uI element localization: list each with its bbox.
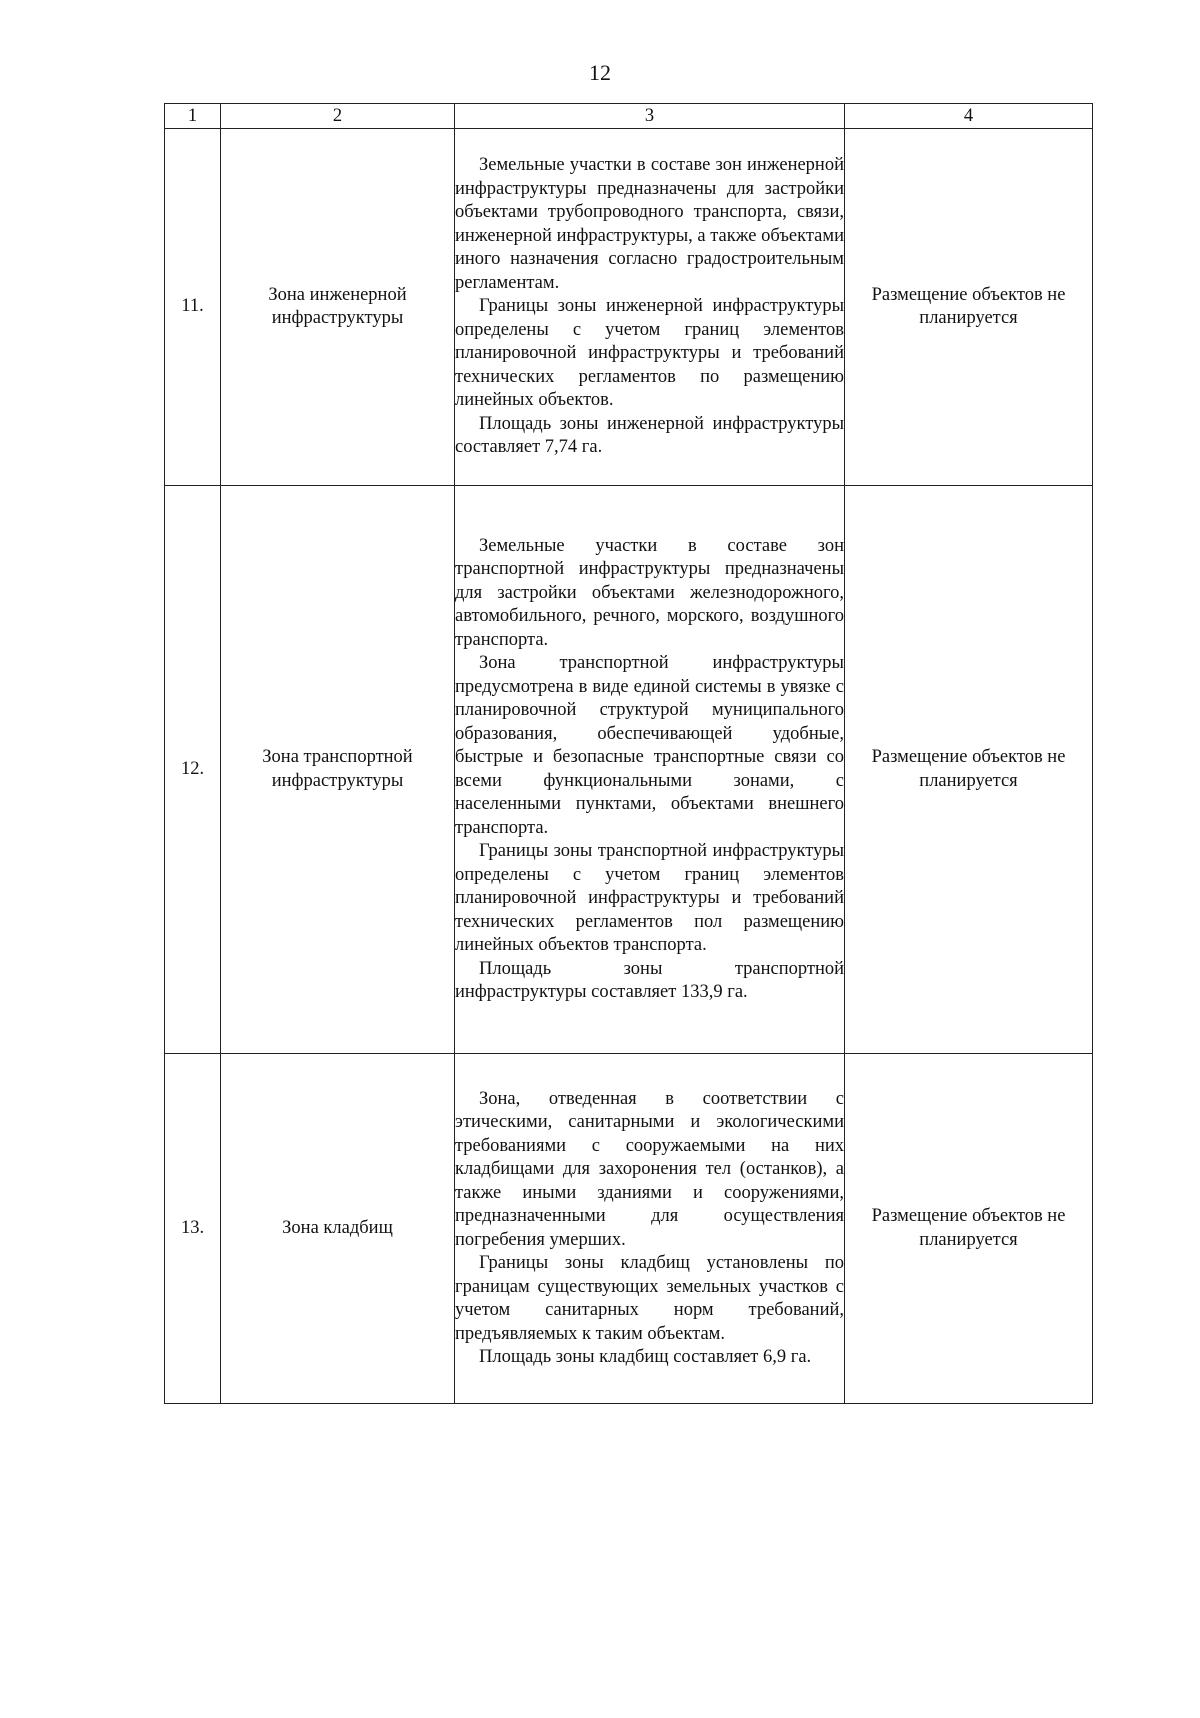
column-header-4: 4: [845, 104, 1093, 129]
table-row: [165, 486, 1093, 1054]
planned-objects: Размещение объектов не планируется: [845, 1054, 1093, 1404]
column-header-2: 2: [221, 104, 455, 129]
zone-name: Зона инженерной инфраструктуры: [221, 129, 455, 486]
row-number: 13.: [165, 1054, 221, 1404]
description-paragraph: Границы зоны транспортной инфраструктуры определены с учетом границ элементов планировочной инфраструктуры и требований технических регламентов пол размещению линейных объектов транспорта.: [455, 841, 844, 955]
description-paragraph: Границы зоны кладбищ установлены по границам существующих земельных участков с учетом санитарных норм требований, предъявляемых к таким объектам.: [455, 1253, 844, 1344]
description-paragraph: Площадь зоны транспортной инфраструктуры составляет 133,9 га.: [455, 958, 844, 1002]
description-paragraph: Земельные участки в составе зон инженерной инфраструктуры предназначены для застройки объектами трубопроводного транспорта, связи, инженерной инфраструктуры, а также объектами иного назначения согласно градостроительным регламентам.: [455, 155, 844, 293]
page-number: 12: [589, 60, 611, 85]
description-paragraph: Зона транспортной инфраструктуры предусмотрена в виде единой системы в увязке с планировочной структурой муниципального образования, обеспечивающей удобные, быстрые и безопасные транспортные связи со всеми функциональными зонами, с населенными пунктами, объектами внешнего транспорта.: [455, 653, 844, 838]
table-header-row: [165, 104, 1093, 129]
table-row: [165, 1054, 1093, 1404]
row-number: 11.: [165, 129, 221, 486]
zone-name: Зона транспортной инфраструктуры: [221, 486, 455, 1054]
zone-description: [455, 129, 845, 486]
zone-description: [455, 486, 845, 1054]
zone-description: [455, 1054, 845, 1404]
zone-name: Зона кладбищ: [221, 1054, 455, 1404]
description-paragraph: Зона, отведенная в соответствии с этическими, санитарными и экологическими требованиями с сооружаемыми на них кладбищами для захоронения тел (останков), а также иными зданиями и сооружениями, предназначенными для осуществления погребения умерших.: [455, 1088, 844, 1250]
table-row: [165, 129, 1093, 486]
planned-objects: Размещение объектов не планируется: [845, 129, 1093, 486]
column-header-3: 3: [455, 104, 845, 129]
row-number: 12.: [165, 486, 221, 1054]
description-paragraph: Площадь зоны инженерной инфраструктуры составляет 7,74 га.: [455, 413, 844, 458]
column-header-1: 1: [165, 104, 221, 129]
description-paragraph: Границы зоны инженерной инфраструктуры определены с учетом границ элементов планировочной инфраструктуры и требований технических регламентов по размещению линейных объектов.: [455, 296, 844, 411]
planned-objects: Размещение объектов не планируется: [845, 486, 1093, 1054]
description-paragraph: Площадь зоны кладбищ составляет 6,9 га.: [479, 1347, 812, 1367]
description-paragraph: Земельные участки в составе зон транспортной инфраструктуры предназначены для застройки объектами железнодорожного, автомобильного, речного, морского, воздушного транспорта.: [455, 535, 844, 650]
zones-table: [164, 103, 1093, 1404]
